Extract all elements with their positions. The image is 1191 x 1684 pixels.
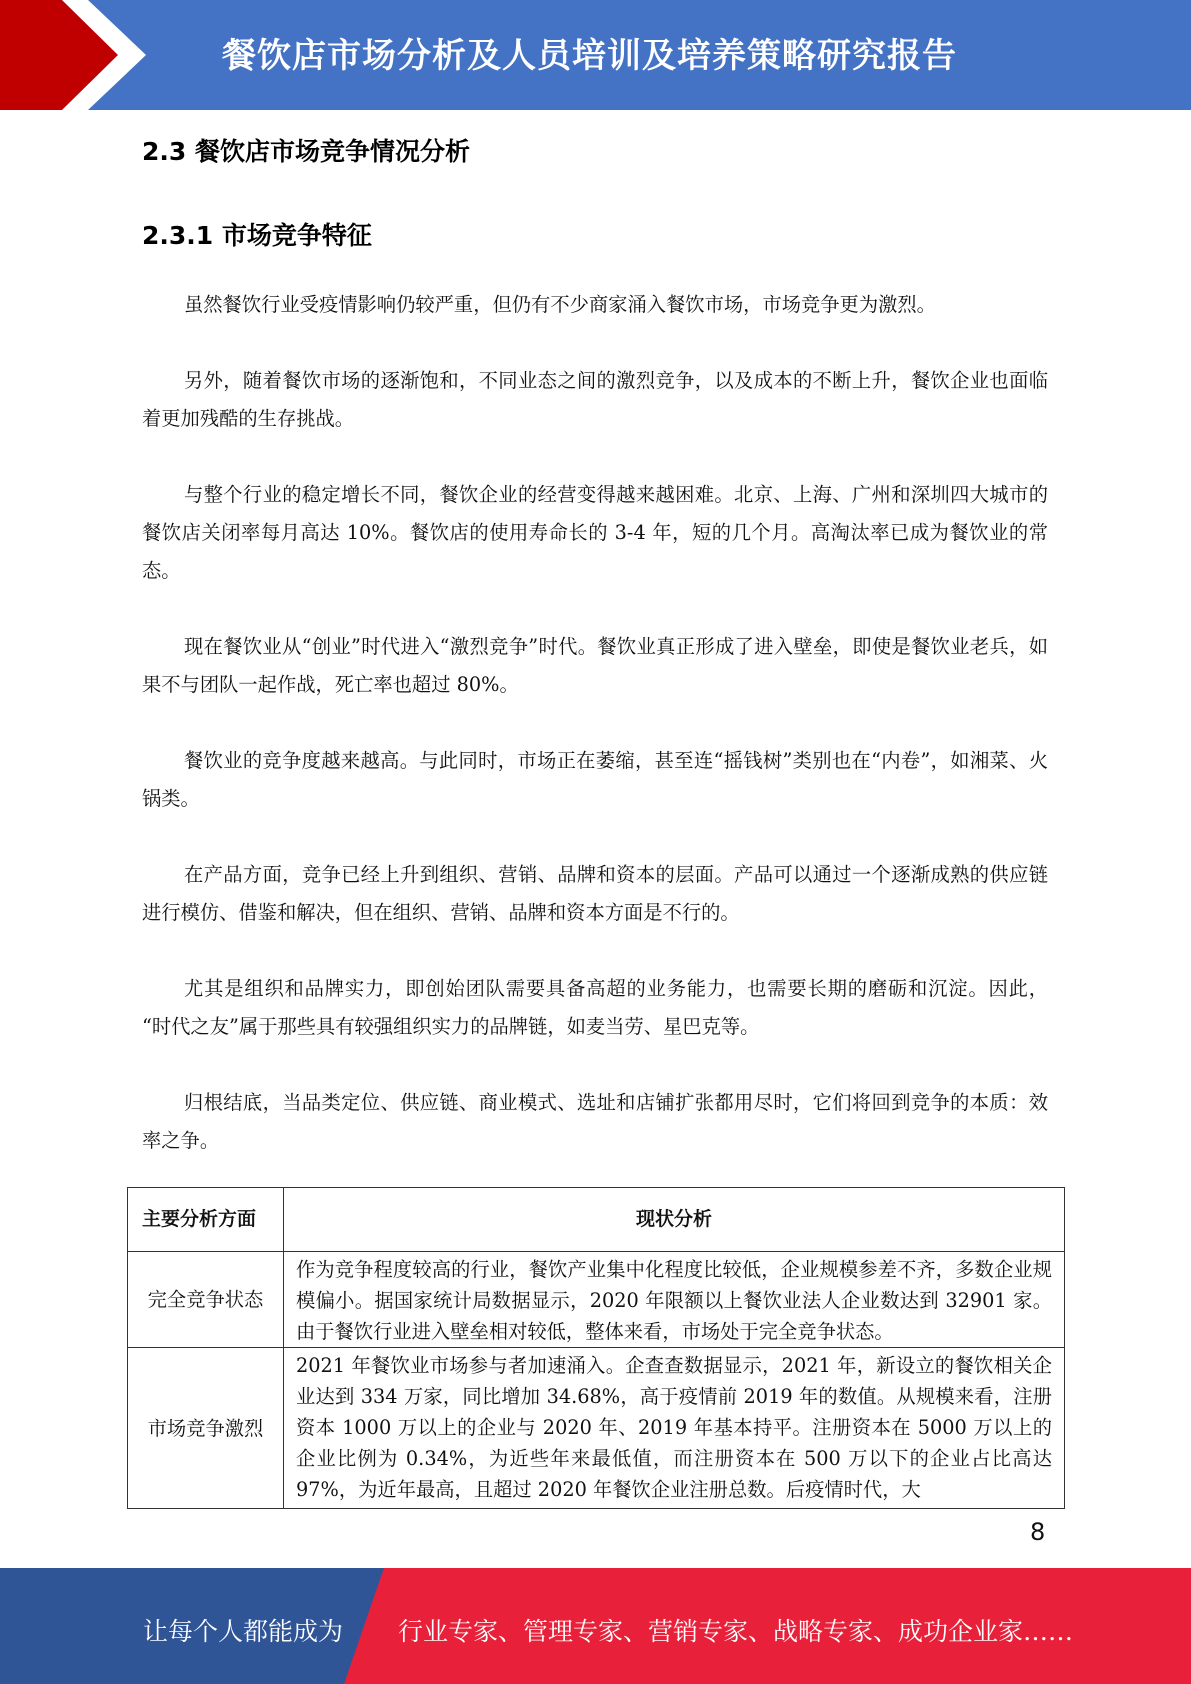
table-cell-aspect: 完全竞争状态 [128,1252,284,1348]
paragraph: 餐饮业的竞争度越来越高。与此同时，市场正在萎缩，甚至连“摇钱树”类别也在“内卷”，如湘菜、火锅类。 [142,749,1048,810]
page-number: 8 [1030,1518,1046,1546]
subsection-heading: 2.3.1 市场竞争特征 [142,221,372,250]
header-banner [0,0,1191,110]
header-arrow-graphic [0,0,240,110]
paragraph: 尤其是组织和品牌实力，即创始团队需要具备高超的业务能力，也需要长期的磨砺和沉淀。因此， “时代之友”属于那些具有较强组织实力的品牌链，如麦当劳、星巴克等。 [142,977,1048,1038]
table-cell-analysis: 作为竞争程度较高的行业，餐饮产业集中化程度比较低，企业规模参差不齐，多数企业规模偏小。据国家统计局数据显示，2020 年限额以上餐饮业法人企业数达到 32901 家。由于餐饮行业进入壁垒相对较低，整体来看，市场处于完全竞争状态。 [284,1252,1065,1348]
footer-banner [0,1568,1191,1684]
paragraph: 与整个行业的稳定增长不同，餐饮企业的经营变得越来越困难。北京、上海、广州和深圳四大城市的餐饮店关闭率每月高达 10%。餐饮店的使用寿命长的 3-4 年，短的几个月。高淘汰率已成为餐饮业的常态。 [142,483,1048,582]
paragraph: 在产品方面，竞争已经上升到组织、营销、品牌和资本的层面。产品可以通过一个逐渐成熟的供应链进行模仿、借鉴和解决，但在组织、营销、品牌和资本方面是不行的。 [142,863,1048,924]
report-title: 餐饮店市场分析及人员培训及培养策略研究报告 [222,36,957,76]
footer-slogan-right: 行业专家、管理专家、营销专家、战略专家、成功企业家…… [398,1617,1074,1646]
section-heading: 2.3 餐饮店市场竞争情况分析 [142,137,470,166]
table-header-aspect: 主要分析方面 [128,1188,284,1252]
paragraph: 归根结底，当品类定位、供应链、商业模式、选址和店铺扩张都用尽时，它们将回到竞争的本质：效率之争。 [142,1091,1048,1152]
table-header-analysis: 现状分析 [284,1188,1065,1252]
paragraph: 现在餐饮业从“创业”时代进入“激烈竞争”时代。餐饮业真正形成了进入壁垒，即使是餐饮业老兵，如果不与团队一起作战，死亡率也超过 80%。 [142,635,1048,696]
table-cell-analysis [284,1348,1065,1509]
table-header-row [128,1188,1065,1252]
body-text [142,286,1048,1198]
table-cell-analysis-text: 2021 年餐饮业市场参与者加速涌入。企查查数据显示，2021 年，新设立的餐饮相关企业达到 334 万家，同比增加 34.68%，高于疫情前 2019 年的数值。从规模来看，注册资本 1000 万以上的企业与 2020 年、2019 年基本持平。注册资本在 5000 万以上的企业比例为 0.34%，为近些年来最低值，而注册资本在 500 万以下的企业占比高达 97%，为近年最高，且超过 2020 年餐饮企业注册总数。后疫情时代，大 [296,1354,1052,1501]
table-row [128,1348,1065,1509]
footer-slogan-left: 让每个人都能成为 [143,1617,344,1646]
analysis-table [127,1187,1065,1509]
paragraph: 虽然餐饮行业受疫情影响仍较严重，但仍有不少商家涌入餐饮市场，市场竞争更为激烈。 [184,293,936,316]
table-row [128,1252,1065,1348]
paragraph: 另外，随着餐饮市场的逐渐饱和，不同业态之间的激烈竞争，以及成本的不断上升，餐饮企业也面临着更加残酷的生存挑战。 [142,369,1048,430]
table-cell-aspect: 市场竞争激烈 [128,1348,284,1509]
